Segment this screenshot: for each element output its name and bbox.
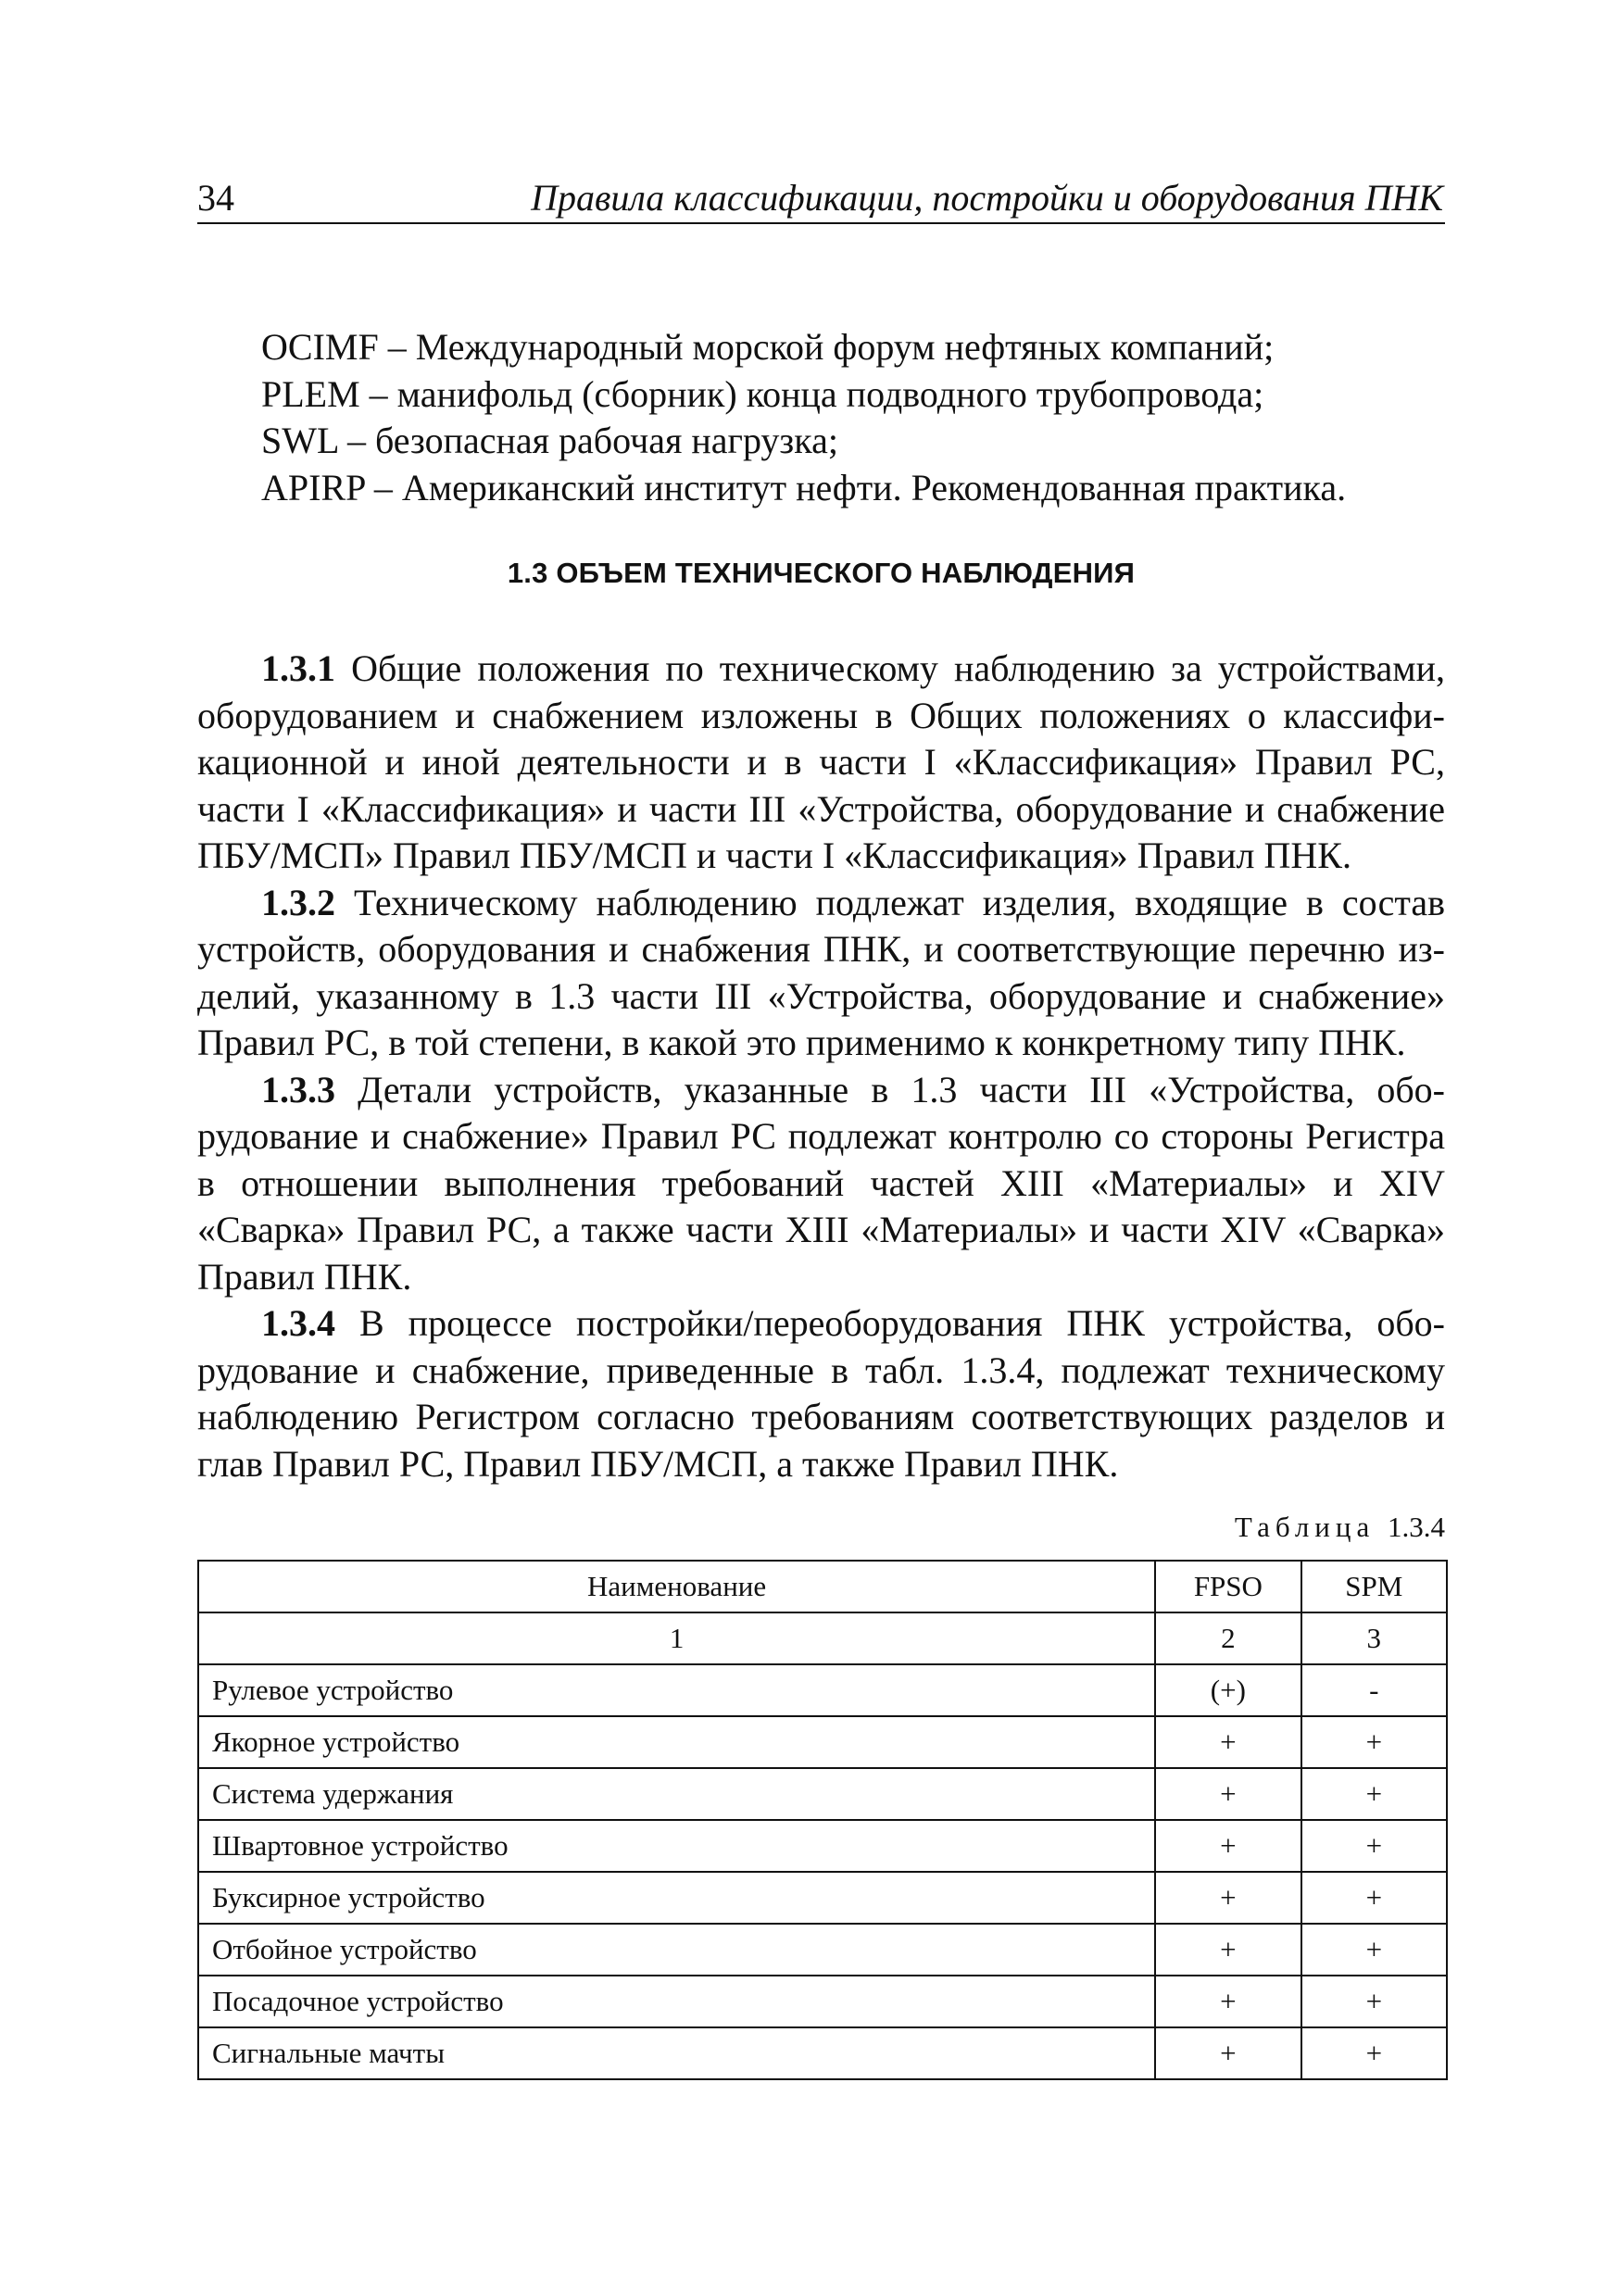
table-row [198, 1768, 1447, 1820]
cell-fpso: + [1155, 1976, 1301, 2027]
cell-spm: + [1301, 1924, 1447, 1976]
abbreviation-item: PLEM – манифольд (сборник) конца подводного трубопровода; [261, 372, 1264, 415]
cell-name: Рулевое устройство [198, 1664, 1155, 1716]
table-row [198, 1716, 1447, 1768]
page-number: 34 [197, 177, 234, 219]
cell-name: Система удержания [198, 1768, 1155, 1820]
paragraph-text: Техническому наблюдению подлежат изделия, входящие в состав устройств, оборудования и снабжения ПНК, и соответствующие перечню изделий, указанному в 1.3 части III «Устройства, оборудование и снабжение» Правил РС, в той степени, в какой это применимо к конкретному типу ПНК. [197, 881, 1445, 1063]
table-row [198, 1664, 1447, 1716]
table-row [198, 1872, 1447, 1924]
paragraph [197, 1300, 1445, 1487]
cell-fpso: + [1155, 1716, 1301, 1768]
table-row [198, 2027, 1447, 2079]
cell-name: Отбойное устройство [198, 1924, 1155, 1976]
clause-number: 1.3.4 [261, 1302, 335, 1344]
abbreviation-item: APIRP – Американский институт нефти. Рекомендованная практика. [261, 466, 1347, 508]
abbreviation-item: SWL – безопасная рабочая нагрузка; [261, 420, 838, 461]
table-caption-number: 1.3.4 [1388, 1511, 1445, 1543]
running-title: Правила классификации, постройки и оборудования ПНК [531, 177, 1443, 219]
cell-name: Буксирное устройство [198, 1872, 1155, 1924]
cell-fpso: + [1155, 2027, 1301, 2079]
column-number: 2 [1155, 1612, 1301, 1664]
paragraph-text: Общие положения по техническому наблюдению за устройствами, оборудованием и снабжением изложены в Общих положениях о классификационной и иной деятельности и в части I «Классификация» Правил РС, части I «Классификация» и части III «Устройства, оборудование и снабжение ПБУ/МСП» Правил ПБУ/МСП и части I «Классификация» Правил ПНК. [197, 647, 1445, 876]
cell-name: Швартовное устройство [198, 1820, 1155, 1872]
cell-name: Посадочное устройство [198, 1976, 1155, 2027]
paragraph [197, 646, 1445, 880]
cell-name: Якорное устройство [198, 1716, 1155, 1768]
header-fpso: FPSO [1155, 1561, 1301, 1612]
body-text [197, 646, 1445, 1487]
clause-number: 1.3.1 [261, 647, 335, 689]
header-name: Наименование [198, 1561, 1155, 1612]
cell-fpso: (+) [1155, 1664, 1301, 1716]
cell-fpso: + [1155, 1820, 1301, 1872]
section-heading: 1.3 ОБЪЕМ ТЕХНИЧЕСКОГО НАБЛЮДЕНИЯ [507, 557, 1136, 589]
cell-spm: + [1301, 2027, 1447, 2079]
clause-number: 1.3.2 [261, 881, 335, 923]
cell-fpso: + [1155, 1872, 1301, 1924]
table-caption [1235, 1509, 1445, 1546]
equipment-table [197, 1560, 1448, 2080]
cell-spm: + [1301, 1976, 1447, 2027]
cell-name: Сигнальные мачты [198, 2027, 1155, 2079]
cell-spm: - [1301, 1664, 1447, 1716]
table-column-numbers-row [198, 1612, 1447, 1664]
paragraph [197, 880, 1445, 1067]
paragraph-text: В процессе постройки/переоборудования ПНК устройства, оборудование и снабжение, приведенные в табл. 1.3.4, подлежат техническому наблюдению Регистром согласно требованиям соответствующих разделов и глав Правил РС, Правил ПБУ/МСП, а также Правил ПНК. [197, 1302, 1445, 1485]
cell-spm: + [1301, 1820, 1447, 1872]
clause-number: 1.3.3 [261, 1068, 335, 1110]
abbreviations-list [261, 324, 1465, 511]
cell-fpso: + [1155, 1924, 1301, 1976]
cell-spm: + [1301, 1768, 1447, 1820]
table-caption-word: Таблица [1234, 1511, 1376, 1543]
column-number: 1 [198, 1612, 1155, 1664]
header-spm: SPM [1301, 1561, 1447, 1612]
paragraph-text: Детали устройств, указанные в 1.3 части III «Устройства, оборудование и снабжение» Правил РС подлежат контролю со стороны Регистра в отношении выполнения требований частей XIII «Материалы» и XIV «Сварка» Правил РС, а также части XIII «Материалы» и части XIV «Сварка» Правил ПНК. [197, 1068, 1445, 1298]
table-row [198, 1820, 1447, 1872]
table-header-row [198, 1561, 1447, 1612]
cell-spm: + [1301, 1716, 1447, 1768]
running-header [197, 167, 1445, 224]
abbreviation-item: OCIMF – Международный морской форум нефтяных компаний; [261, 326, 1275, 368]
table-row [198, 1976, 1447, 2027]
table-row [198, 1924, 1447, 1976]
column-number: 3 [1301, 1612, 1447, 1664]
paragraph [197, 1067, 1445, 1301]
cell-spm: + [1301, 1872, 1447, 1924]
cell-fpso: + [1155, 1768, 1301, 1820]
